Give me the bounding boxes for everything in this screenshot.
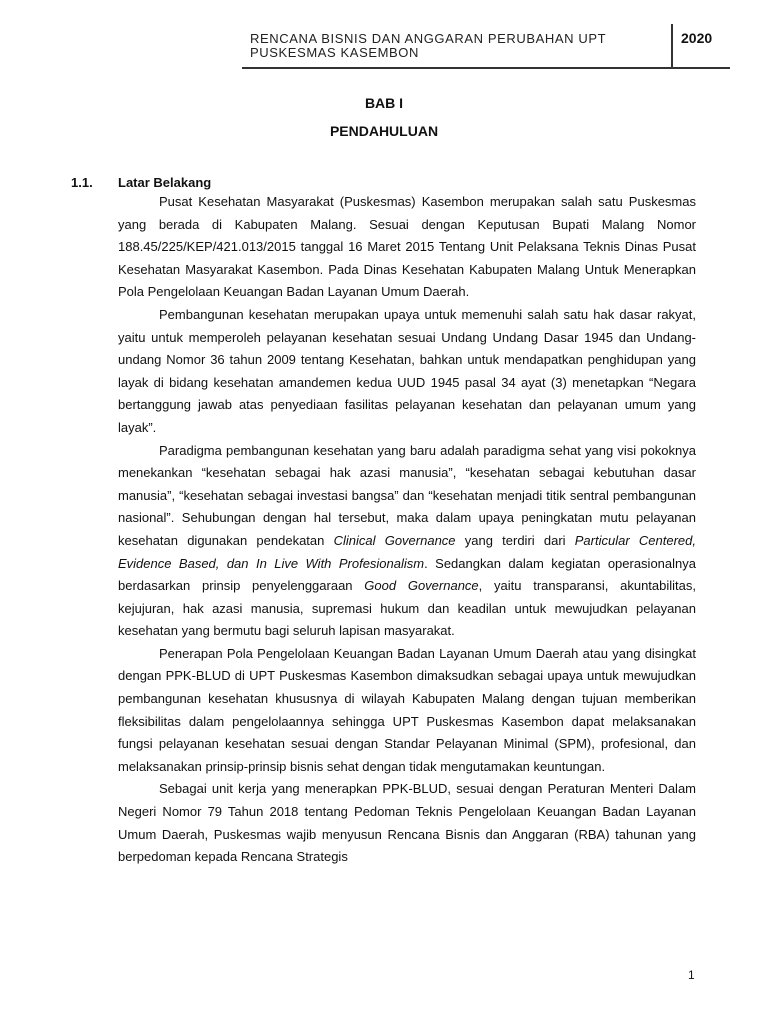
paragraph: [118, 778, 696, 868]
section-number: 1.1.: [71, 175, 93, 190]
paragraph: [118, 304, 696, 440]
text-run: yang terdiri dari: [455, 532, 575, 548]
body-text: [118, 191, 696, 869]
header-title: RENCANA BISNIS DAN ANGGARAN PERUBAHAN UPT PUSKESMAS KASEMBON: [250, 31, 606, 60]
italic-term: Clinical Governance: [333, 532, 456, 548]
text-run: . Sedangkan dalam kegiatan operasionalnya berdasarkan prinsip penyelenggaraan: [118, 555, 696, 594]
chapter-title: PENDAHULUAN: [329, 123, 439, 139]
text-run: , yaitu transparansi, akuntabilitas, kejujuran, hak azasi manusia, supremasi hukum dan keadilan untuk mewujudkan pelayanan kesehatan yang bermutu bagi seluruh lapisan masyarakat.: [118, 578, 696, 639]
paragraph: [118, 643, 696, 779]
italic-term: Good Governance: [364, 578, 479, 594]
chapter-number: BAB I: [364, 95, 404, 111]
text-run: Pembangunan kesehatan merupakan upaya untuk memenuhi salah satu hak dasar rakyat, yaitu untuk memperoleh pelayanan kesehatan sesuai Undang Undang Dasar 1945 dan Undang-undang Nomor 36 tahun 2009 tentang Kesehatan, bahkan untuk mendapatkan penghidupan yang layak di bidang kesehatan amandemen kedua UUD 1945 pasal 34 ayat (3) menetapkan “Negara bertanggung jawab atas penyediaan fasilitas pelayanan kesehatan dan pelayanan umum yang layak”.: [118, 306, 696, 435]
header-year: 2020: [681, 30, 713, 46]
italic-term: Particular Centered, Evidence Based, dan In Live With Profesionalism: [118, 532, 696, 571]
header-divider-horizontal: [242, 67, 730, 69]
text-run: Pusat Kesehatan Masyarakat (Puskesmas) Kasembon merupakan salah satu Puskesmas yang berada di Kabupaten Malang. Sesuai dengan Keputusan Bupati Malang Nomor 188.45/225/KEP/421.013/2015 tanggal 16 Maret 2015 Tentang Unit Pelaksana Teknis Dinas Pusat Kesehatan Masyarakat Kasembon. Pada Dinas Kesehatan Kabupaten Malang Untuk Menerapkan Pola Pengelolaan Keuangan Badan Layanan Umum Daerah.: [118, 194, 696, 300]
text-run: Penerapan Pola Pengelolaan Keuangan Badan Layanan Umum Daerah atau yang disingkat dengan PPK-BLUD di UPT Puskesmas Kasembon dimaksudkan sebagai upaya untuk mewujudkan pembangunan kesehatan khususnya di wilayah Kabupaten Malang dengan tujuan memberikan fleksibilitas dalam pengelolaannya sehingga UPT Puskesmas Kasembon dapat melaksanakan fungsi pelayanan kesehatan sesuai dengan Standar Pelayanan Minimal (SPM), profesional, dan melaksanakan prinsip-prinsip bisnis sehat dengan tidak mengutamakan keuntungan.: [118, 645, 696, 774]
page-number: 1: [688, 968, 695, 982]
header-divider-vertical: [671, 24, 673, 68]
section-title: Latar Belakang: [118, 175, 212, 190]
text-run: Paradigma pembangunan kesehatan yang baru adalah paradigma sehat yang visi pokoknya menekankan “kesehatan sebagai hak azasi manusia”, “kesehatan sebagai kebutuhan dasar manusia”, “kesehatan sebagai investasi bangsa” dan “kesehatan menjadi titik sentral pembangunan nasional”. Sehubungan dengan hal tersebut, maka dalam upaya peningkatan mutu pelayanan kesehatan digunakan pendekatan: [118, 442, 696, 548]
paragraph: [118, 191, 696, 304]
paragraph: [118, 440, 696, 643]
text-run: Sebagai unit kerja yang menerapkan PPK-BLUD, sesuai dengan Peraturan Menteri Dalam Negeri Nomor 79 Tahun 2018 tentang Pedoman Teknis Pengelolaan Keuangan Badan Layanan Umum Daerah, Puskesmas wajib menyusun Rencana Bisnis dan Anggaran (RBA) tahunan yang berpedoman kepada Rencana Strategis: [118, 781, 696, 865]
